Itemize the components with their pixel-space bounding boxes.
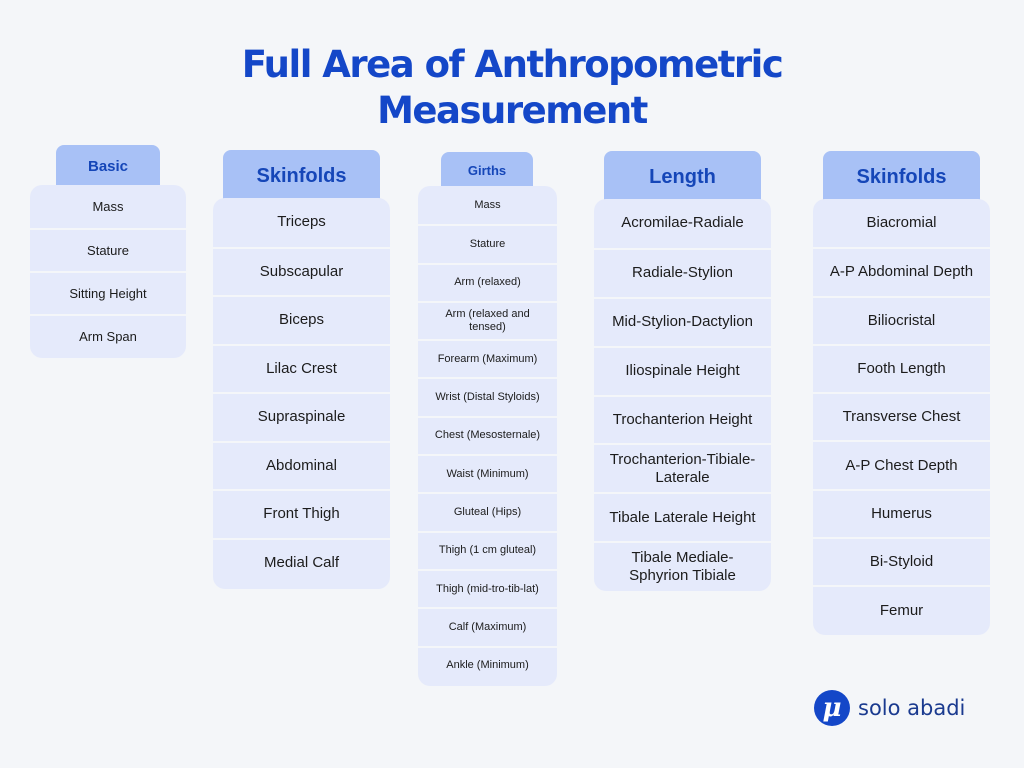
list-item: Chest (Mesosternale) [418, 416, 557, 454]
list-item: Tibale Laterale Height [594, 492, 771, 541]
list-item: Biacromial [866, 214, 937, 232]
list-item: Mid-Stylion-Dactylion [594, 297, 771, 346]
list-item: Arm (relaxed) [418, 263, 557, 301]
list-item: Ankle (Minimum) [418, 646, 557, 684]
column-card-basic [30, 185, 186, 358]
list-item: Medial Calf [213, 538, 390, 587]
mu-logo-icon: μ [814, 690, 850, 726]
list-item: Footh Length [813, 344, 990, 392]
list-item: Mass [474, 198, 501, 211]
list-item: Thigh (mid-tro-tib-lat) [418, 569, 557, 607]
column-card-girths [418, 186, 557, 686]
brand-logo [814, 690, 965, 726]
list-item: Calf (Maximum) [418, 607, 557, 645]
column-card-skinfolds-1 [213, 198, 390, 589]
list-item: Wrist (Distal Styloids) [418, 377, 557, 415]
list-item: Stature [418, 224, 557, 262]
list-item: Biceps [213, 295, 390, 344]
list-item: Subscapular [213, 247, 390, 296]
list-item: Forearm (Maximum) [418, 339, 557, 377]
list-item: A-P Chest Depth [813, 440, 990, 488]
column-card-skinfolds-2 [813, 199, 990, 635]
list-item: Gluteal (Hips) [418, 492, 557, 530]
column-header-length: Length [604, 151, 761, 203]
page-title [0, 42, 1024, 134]
list-item: Iliospinale Height [594, 346, 771, 395]
list-item: Trochanterion Height [594, 395, 771, 444]
list-item: Front Thigh [213, 489, 390, 538]
list-item: Mass [92, 198, 124, 214]
list-item: Waist (Minimum) [418, 454, 557, 492]
list-item: Sitting Height [30, 271, 186, 314]
list-item: Trochanterion-Tibiale-Laterale [594, 443, 771, 492]
list-item: Stature [30, 228, 186, 271]
column-header-girths: Girths [441, 152, 533, 188]
list-item: Transverse Chest [813, 392, 990, 440]
list-item: Abdominal [213, 441, 390, 490]
list-item: Lilac Crest [213, 344, 390, 393]
column-header-basic: Basic [56, 145, 160, 187]
list-item: Thigh (1 cm gluteal) [418, 531, 557, 569]
brand-name: solo abadi [858, 696, 966, 720]
list-item: Triceps [277, 213, 326, 231]
list-item: Acromilae-Radiale [621, 214, 744, 232]
list-item: Arm (relaxed and tensed) [418, 301, 557, 339]
list-item: Biliocristal [813, 296, 990, 344]
list-item: Radiale-Stylion [594, 248, 771, 297]
title-line-1: Full Area of Anthropometric [241, 43, 783, 86]
list-item: Femur [813, 585, 990, 633]
column-header-skinfolds-1: Skinfolds [223, 150, 380, 202]
list-item: Bi-Styloid [813, 537, 990, 585]
list-item: Arm Span [30, 314, 186, 357]
list-item: Humerus [813, 489, 990, 537]
column-card-length [594, 199, 771, 591]
list-item: Supraspinale [213, 392, 390, 441]
list-item: A-P Abdominal Depth [813, 247, 990, 295]
list-item: Tibale Mediale-Sphyrion Tibiale [594, 541, 771, 590]
column-header-skinfolds-2: Skinfolds [823, 151, 980, 203]
title-line-2: Measurement [377, 89, 647, 132]
